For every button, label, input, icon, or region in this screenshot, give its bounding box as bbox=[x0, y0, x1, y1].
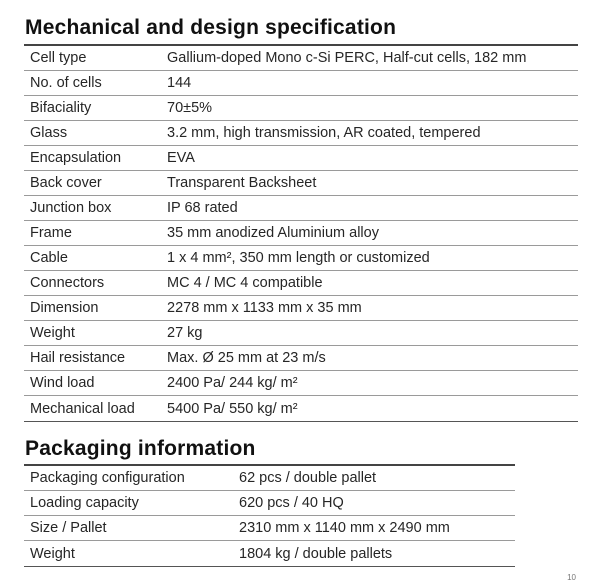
row-value: 2400 Pa/ 244 kg/ m² bbox=[167, 375, 298, 391]
row-value: 5400 Pa/ 550 kg/ m² bbox=[167, 400, 298, 417]
table-row bbox=[24, 96, 578, 121]
table-row bbox=[24, 466, 515, 491]
table-row bbox=[24, 541, 515, 566]
row-label: Junction box bbox=[30, 200, 112, 216]
row-value: Transparent Backsheet bbox=[167, 175, 317, 191]
table-row bbox=[24, 321, 578, 346]
table-row bbox=[24, 46, 578, 71]
row-value: IP 68 rated bbox=[167, 200, 238, 216]
mechanical-spec-table bbox=[24, 44, 578, 422]
row-value: 3.2 mm, high transmission, AR coated, tempered bbox=[167, 125, 481, 141]
packaging-section-title: Packaging information bbox=[25, 437, 256, 460]
row-value: Gallium-doped Mono c-Si PERC, Half-cut cells, 182 mm bbox=[167, 50, 527, 66]
row-value: 1804 kg / double pallets bbox=[239, 545, 393, 562]
row-label: Connectors bbox=[30, 275, 105, 291]
table-row bbox=[24, 221, 578, 246]
row-label: Hail resistance bbox=[30, 350, 126, 366]
row-value: Max. Ø 25 mm at 23 m/s bbox=[167, 350, 326, 366]
row-value: 62 pcs / double pallet bbox=[239, 470, 377, 486]
row-label: Weight bbox=[30, 545, 75, 562]
table-row bbox=[24, 171, 578, 196]
row-value: 620 pcs / 40 HQ bbox=[239, 495, 344, 511]
table-row bbox=[24, 146, 578, 171]
row-label: Loading capacity bbox=[30, 495, 139, 511]
row-value: 27 kg bbox=[167, 325, 203, 341]
table-row bbox=[24, 296, 578, 321]
table-row bbox=[24, 121, 578, 146]
row-label: Weight bbox=[30, 325, 75, 341]
mechanical-section-title: Mechanical and design specification bbox=[25, 16, 397, 39]
row-label: Packaging configuration bbox=[30, 470, 185, 486]
table-row bbox=[24, 516, 515, 541]
row-label: Encapsulation bbox=[30, 150, 122, 166]
row-label: Back cover bbox=[30, 175, 102, 191]
row-label: Bifaciality bbox=[30, 100, 92, 116]
row-label: Frame bbox=[30, 225, 72, 241]
table-row bbox=[24, 271, 578, 296]
row-label: Glass bbox=[30, 125, 68, 141]
row-label: Mechanical load bbox=[30, 400, 135, 417]
row-value: EVA bbox=[167, 150, 195, 166]
row-value: 2278 mm x 1133 mm x 35 mm bbox=[167, 300, 362, 316]
row-value: 2310 mm x 1140 mm x 2490 mm bbox=[239, 520, 450, 536]
row-value: 144 bbox=[167, 75, 192, 91]
row-label: Wind load bbox=[30, 375, 95, 391]
row-label: Cell type bbox=[30, 50, 87, 66]
row-value: 70±5% bbox=[167, 100, 213, 116]
row-value: MC 4 / MC 4 compatible bbox=[167, 275, 323, 291]
row-label: No. of cells bbox=[30, 75, 102, 91]
table-row bbox=[24, 396, 578, 421]
page-number: 10 bbox=[567, 573, 576, 582]
row-label: Size / Pallet bbox=[30, 520, 107, 536]
row-label: Dimension bbox=[30, 300, 99, 316]
row-label: Cable bbox=[30, 250, 68, 266]
table-row bbox=[24, 196, 578, 221]
table-row bbox=[24, 246, 578, 271]
packaging-info-table bbox=[24, 464, 515, 567]
table-row bbox=[24, 71, 578, 96]
row-value: 1 x 4 mm², 350 mm length or customized bbox=[167, 250, 430, 266]
row-value: 35 mm anodized Aluminium alloy bbox=[167, 225, 379, 241]
table-row bbox=[24, 346, 578, 371]
table-row bbox=[24, 491, 515, 516]
table-row bbox=[24, 371, 578, 396]
